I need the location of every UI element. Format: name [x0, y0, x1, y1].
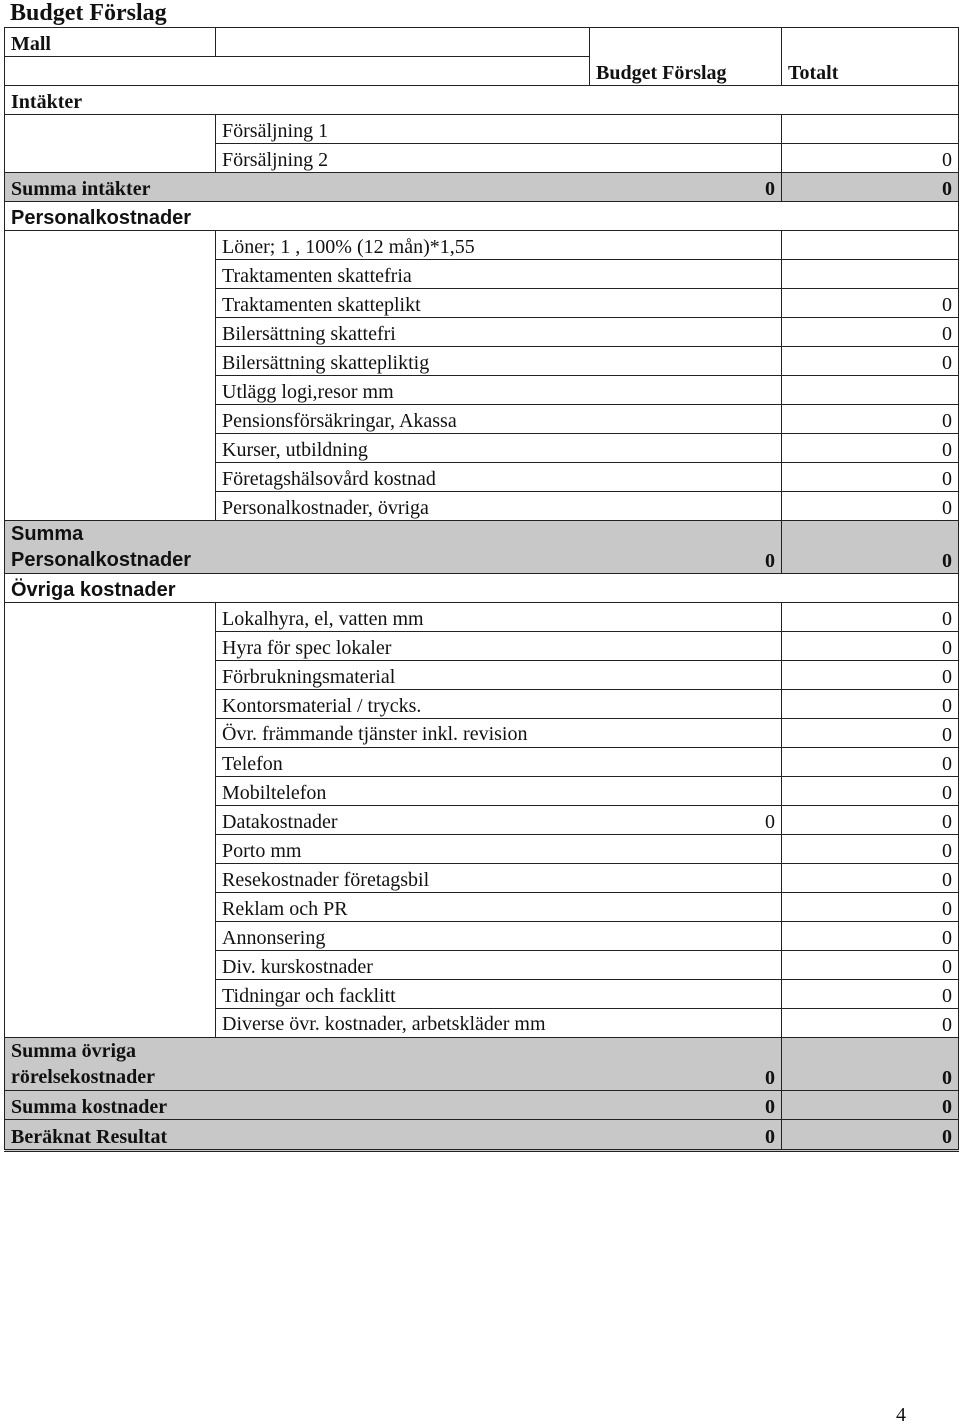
item-budget: [590, 748, 782, 777]
table-row: [5, 492, 959, 521]
personnel-items: [5, 231, 959, 521]
item-total: 0: [782, 835, 959, 864]
item-label: Bilersättning skattepliktig: [216, 347, 590, 376]
item-label: Porto mm: [216, 835, 590, 864]
income-header: Intäkter: [5, 86, 216, 115]
table-row: [5, 405, 959, 434]
item-budget: [590, 376, 782, 405]
item-budget: 0: [590, 806, 782, 835]
table-row: [5, 980, 959, 1009]
table-row: [5, 434, 959, 463]
table-row: [5, 835, 959, 864]
other-sum-row: [5, 1038, 959, 1091]
item-budget: [590, 463, 782, 492]
item-total: 0: [782, 951, 959, 980]
item-budget: [590, 115, 782, 144]
item-total: 0: [782, 864, 959, 893]
table-row: [5, 289, 959, 318]
item-total: 0: [782, 806, 959, 835]
table-row: [5, 1009, 959, 1038]
budget-table-body: [5, 28, 959, 115]
item-total: 0: [782, 434, 959, 463]
table-row: [5, 690, 959, 719]
income-sum-budget: 0: [590, 173, 782, 202]
item-label: Telefon: [216, 748, 590, 777]
item-budget: [590, 405, 782, 434]
personnel-sum: [5, 521, 959, 603]
table-row: [5, 115, 959, 144]
item-budget: [590, 260, 782, 289]
table-row: [5, 376, 959, 405]
item-total: 0: [782, 347, 959, 376]
column-header-budget: Budget Förslag: [590, 57, 782, 86]
template-row: [5, 28, 959, 57]
item-label: Pensionsförsäkringar, Akassa: [216, 405, 590, 434]
table-row: [5, 144, 959, 173]
item-total: 0: [782, 1009, 959, 1038]
table-row: [5, 260, 959, 289]
item-label: Löner; 1 , 100% (12 mån)*1,55: [216, 231, 590, 260]
result-total: 0: [782, 1120, 959, 1151]
item-total: 0: [782, 893, 959, 922]
item-total: [782, 260, 959, 289]
item-budget: [590, 434, 782, 463]
item-label: Diverse övr. kostnader, arbetskläder mm: [216, 1009, 590, 1038]
item-budget: [590, 777, 782, 806]
item-budget: [590, 951, 782, 980]
item-label: Mobiltelefon: [216, 777, 590, 806]
table-row: [5, 347, 959, 376]
total-costs-label: Summa kostnader: [5, 1091, 216, 1120]
personnel-sum-label-line2: Personalkostnader: [11, 549, 192, 571]
total-costs-total: 0: [782, 1091, 959, 1120]
item-label: Lokalhyra, el, vatten mm: [216, 603, 590, 632]
item-total: [782, 231, 959, 260]
other-sum-label-line1: Summa övriga: [11, 1040, 136, 1062]
personnel-sum-row: [5, 521, 959, 574]
table-row: [5, 806, 959, 835]
table-row: [5, 719, 959, 748]
other-items: [5, 603, 959, 1038]
item-total: 0: [782, 661, 959, 690]
result-budget: 0: [590, 1120, 782, 1151]
other-sum-total: 0: [782, 1038, 959, 1091]
item-label: Datakostnader: [216, 806, 590, 835]
item-total: 0: [782, 289, 959, 318]
item-total: [782, 376, 959, 405]
table-row: [5, 603, 959, 632]
other-header: Övriga kostnader: [5, 574, 216, 603]
income-sum-row: [5, 173, 959, 202]
item-budget: [590, 492, 782, 521]
item-label: Förbrukningsmaterial: [216, 661, 590, 690]
item-budget: [590, 231, 782, 260]
item-label: Bilersättning skattefri: [216, 318, 590, 347]
income-sum-total: 0: [782, 173, 959, 202]
income-items: [5, 115, 959, 173]
table-row: [5, 661, 959, 690]
item-total: 0: [782, 690, 959, 719]
template-label: Mall: [5, 28, 216, 57]
personnel-header: Personalkostnader: [5, 202, 216, 231]
item-label: Utlägg logi,resor mm: [216, 376, 590, 405]
item-label: Försäljning 1: [216, 115, 590, 144]
item-total: [782, 115, 959, 144]
item-label: Personalkostnader, övriga: [216, 492, 590, 521]
item-total: 0: [782, 922, 959, 951]
item-budget: [590, 661, 782, 690]
table-row: [5, 777, 959, 806]
column-header-total: Totalt: [782, 57, 959, 86]
item-total: 0: [782, 777, 959, 806]
item-total: 0: [782, 980, 959, 1009]
item-budget: [590, 719, 782, 748]
item-budget: [590, 632, 782, 661]
item-label: Övr. främmande tjänster inkl. revision: [216, 719, 590, 748]
total-costs-row: [5, 1091, 959, 1120]
item-budget: [590, 318, 782, 347]
item-total: 0: [782, 318, 959, 347]
page-number: 4: [896, 1404, 906, 1426]
personnel-sum-label-line1: Summa: [11, 523, 84, 545]
item-label: Kurser, utbildning: [216, 434, 590, 463]
table-row: [5, 231, 959, 260]
item-budget: [590, 144, 782, 173]
item-total: 0: [782, 144, 959, 173]
other-sum-budget: 0: [590, 1038, 782, 1091]
item-total: 0: [782, 492, 959, 521]
table-row: [5, 893, 959, 922]
table-row: [5, 864, 959, 893]
table-row: [5, 463, 959, 492]
result-row: [5, 1120, 959, 1151]
income-header-row: [5, 86, 959, 115]
item-budget: [590, 893, 782, 922]
personnel-header-row: [5, 202, 959, 231]
total-costs-budget: 0: [590, 1091, 782, 1120]
item-budget: [590, 1009, 782, 1038]
item-label: Företagshälsovård kostnad: [216, 463, 590, 492]
item-label: Div. kurskostnader: [216, 951, 590, 980]
table-row: [5, 632, 959, 661]
table-row: [5, 922, 959, 951]
item-label: Försäljning 2: [216, 144, 590, 173]
table-row: [5, 951, 959, 980]
item-label: Resekostnader företagsbil: [216, 864, 590, 893]
item-budget: [590, 864, 782, 893]
item-total: 0: [782, 632, 959, 661]
totals: [5, 1038, 959, 1151]
item-label: Traktamenten skattefria: [216, 260, 590, 289]
item-label: Hyra för spec lokaler: [216, 632, 590, 661]
item-budget: [590, 980, 782, 1009]
item-total: 0: [782, 748, 959, 777]
item-budget: [590, 690, 782, 719]
item-budget: [590, 289, 782, 318]
other-header-row: [5, 574, 959, 603]
table-row: [5, 318, 959, 347]
table-row: [5, 748, 959, 777]
result-label: Beräknat Resultat: [5, 1120, 216, 1151]
item-label: Annonsering: [216, 922, 590, 951]
item-budget: [590, 347, 782, 376]
item-label: Reklam och PR: [216, 893, 590, 922]
budget-table: [4, 27, 959, 1152]
item-total: 0: [782, 603, 959, 632]
income-sum-label: Summa intäkter: [5, 173, 216, 202]
other-sum-label: [5, 1038, 216, 1091]
item-budget: [590, 603, 782, 632]
income-sum: [5, 173, 959, 231]
column-header-row: [5, 57, 959, 86]
item-budget: [590, 835, 782, 864]
personnel-sum-budget: 0: [590, 521, 782, 574]
item-budget: [590, 922, 782, 951]
personnel-sum-label: [5, 521, 216, 574]
item-total: 0: [782, 405, 959, 434]
document-title: Budget Förslag: [10, 0, 167, 26]
item-total: 0: [782, 463, 959, 492]
personnel-sum-total: 0: [782, 521, 959, 574]
item-label: Kontorsmaterial / trycks.: [216, 690, 590, 719]
item-total: 0: [782, 719, 959, 748]
other-sum-label-line2: rörelsekostnader: [11, 1066, 156, 1088]
item-label: Traktamenten skatteplikt: [216, 289, 590, 318]
item-label: Tidningar och facklitt: [216, 980, 590, 1009]
